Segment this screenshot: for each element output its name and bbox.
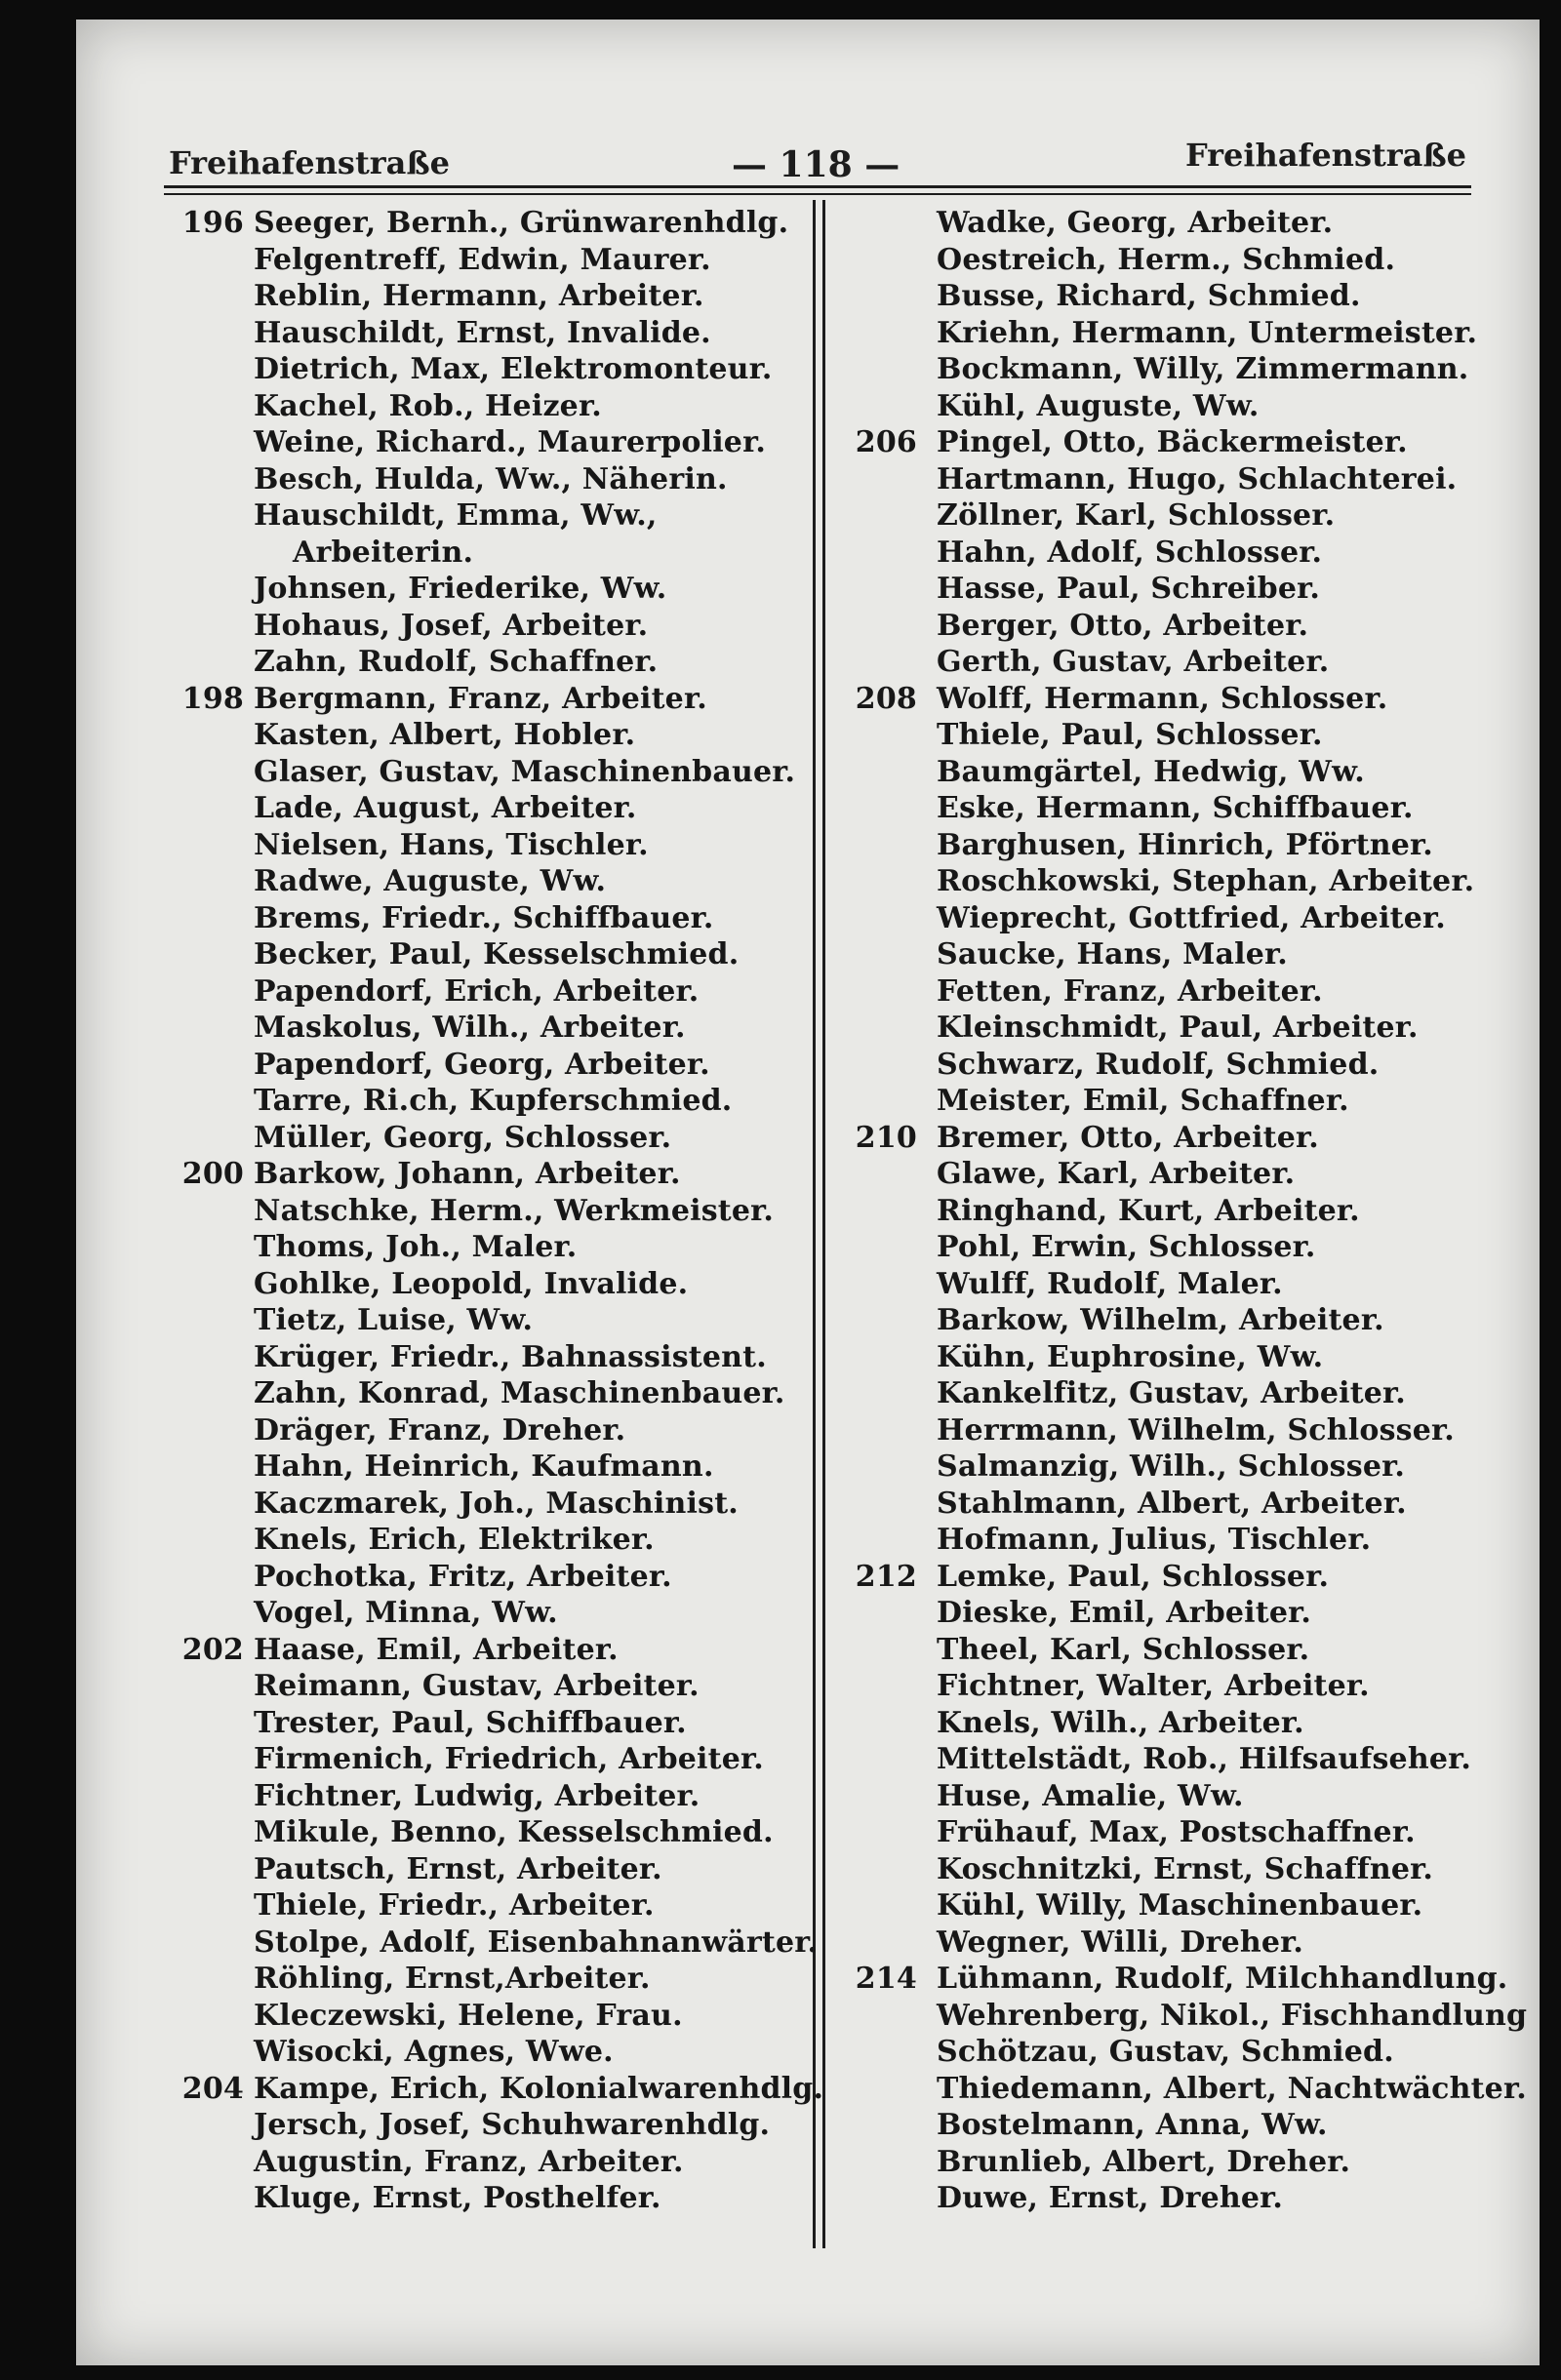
resident-entry: Dräger, Franz, Dreher. [254, 1412, 626, 1448]
list-item [839, 1083, 1502, 1120]
resident-entry: Lemke, Paul, Schlosser. [937, 1559, 1330, 1594]
resident-entry: Zahn, Konrad, Maschinenbauer. [254, 1376, 785, 1410]
list-item [839, 1998, 1528, 2035]
house-number: 210 [855, 1120, 917, 1155]
resident-entry: Kachel, Rob., Heizer. [254, 388, 602, 423]
resident-entry: Krüger, Friedr., Bahnassistent. [254, 1339, 767, 1374]
resident-entry: Hauschildt, Ernst, Invalide. [254, 315, 711, 350]
list-item [839, 315, 1502, 352]
resident-entry: Pochotka, Fritz, Arbeiter. [254, 1559, 672, 1594]
resident-entry: Barkow, Johann, Arbeiter. [254, 1157, 681, 1191]
resident-entry: Seeger, Bernh., Grünwarenhdlg. [254, 206, 789, 240]
resident-entry: Maskolus, Wilh., Arbeiter. [254, 1011, 686, 1045]
resident-entry: Wieprecht, Gottfried, Arbeiter. [937, 900, 1446, 935]
list-item [839, 900, 1502, 937]
resident-entry: Theel, Karl, Schlosser. [937, 1632, 1310, 1667]
list-item [839, 1778, 1502, 1815]
resident-entry: Mittelstädt, Rob., Hilfsaufseher. [937, 1742, 1472, 1776]
list-item [839, 1010, 1502, 1047]
resident-entry: Knels, Erich, Elektriker. [254, 1523, 655, 1557]
resident-entry: Pautsch, Ernst, Arbeiter. [254, 1851, 662, 1886]
list-item [166, 1375, 829, 1412]
resident-entry: Schötzau, Gustav, Schmied. [937, 2035, 1394, 2069]
list-item [166, 388, 829, 425]
resident-entry: Roschkowski, Stephan, Arbeiter. [937, 864, 1475, 898]
resident-entry: Wulff, Rudolf, Maler. [937, 1266, 1283, 1301]
list-item [839, 1339, 1502, 1376]
resident-entry: Zöllner, Karl, Schlosser. [937, 498, 1336, 533]
list-item [166, 827, 829, 864]
list-item [166, 1302, 829, 1339]
resident-entry: Knels, Wilh., Arbeiter. [937, 1705, 1304, 1740]
resident-entry: Stolpe, Adolf, Eisenbahnanwärter. [254, 1924, 819, 1960]
resident-entry: Papendorf, Erich, Arbeiter. [254, 973, 700, 1009]
list-item [166, 497, 829, 535]
list-item [839, 1961, 1508, 1998]
resident-entry: Ringhand, Kurt, Arbeiter. [937, 1193, 1360, 1228]
list-item [839, 827, 1502, 864]
resident-entry: Johnsen, Friederike, Ww. [254, 572, 667, 606]
resident-entry: Thiele, Friedr., Arbeiter. [254, 1888, 655, 1923]
list-item [839, 681, 1502, 718]
list-item [839, 1595, 1502, 1632]
page-number: — 118 — [732, 144, 901, 185]
house-number: 200 [181, 1157, 244, 1191]
resident-entry: Eske, Hermann, Schiffbauer. [937, 791, 1414, 825]
resident-entry: Kluge, Ernst, Posthelfer. [254, 2181, 661, 2215]
list-item [166, 1339, 829, 1376]
header-rule [164, 185, 1471, 188]
list-item [166, 315, 829, 352]
resident-entry: Nielsen, Hans, Tischler. [254, 827, 649, 862]
resident-entry: Hasse, Paul, Schreiber. [937, 572, 1321, 606]
list-item [839, 351, 1502, 388]
list-item [839, 2144, 1502, 2181]
resident-entry: Baumgärtel, Hedwig, Ww. [937, 754, 1365, 789]
list-item [166, 2144, 829, 2181]
resident-entry: Salmanzig, Wilh., Schlosser. [937, 1449, 1406, 1484]
list-item [839, 1887, 1502, 1924]
house-number: 202 [181, 1632, 244, 1667]
resident-entry: Kleczewski, Helene, Frau. [254, 1998, 683, 2033]
list-item [839, 973, 1502, 1011]
resident-entry: Frühauf, Max, Postschaffner. [937, 1815, 1416, 1849]
list-item [839, 1851, 1502, 1888]
resident-entry: Herrmann, Wilhelm, Schlosser. [937, 1412, 1455, 1448]
list-item [166, 717, 829, 754]
resident-entry: Hahn, Adolf, Schlosser. [937, 535, 1323, 570]
list-item [166, 863, 829, 900]
resident-entry: Dietrich, Max, Elektromonteur. [254, 352, 773, 386]
resident-entry: Fichtner, Walter, Arbeiter. [937, 1669, 1370, 1703]
list-item [166, 1559, 829, 1596]
list-item [166, 973, 829, 1011]
list-item [166, 1998, 829, 2035]
list-item [839, 1193, 1502, 1230]
resident-entry: Müller, Georg, Schlosser. [254, 1120, 672, 1155]
list-item [839, 461, 1502, 498]
list-item [166, 1924, 829, 1962]
resident-entry: Wolff, Hermann, Schlosser. [937, 681, 1388, 716]
list-item [839, 1705, 1502, 1742]
list-item [166, 1887, 829, 1924]
list-item [166, 1412, 829, 1449]
list-item [166, 2107, 829, 2144]
list-item [839, 1156, 1502, 1193]
resident-entry: Thoms, Joh., Maler. [254, 1230, 578, 1264]
list-item [166, 2034, 829, 2071]
list-item [166, 1851, 829, 1888]
list-item [839, 497, 1502, 535]
resident-entry: Mikule, Benno, Kesselschmied. [254, 1815, 774, 1849]
resident-entry: Pohl, Erwin, Schlosser. [937, 1230, 1316, 1264]
list-item [839, 1229, 1502, 1266]
resident-entry: Wadke, Georg, Arbeiter. [937, 206, 1334, 240]
directory-page [76, 20, 1540, 2365]
house-number: 208 [855, 681, 917, 716]
list-item [166, 1961, 829, 1998]
list-item [166, 1741, 829, 1778]
resident-entry: Lühmann, Rudolf, Milchhandlung. [937, 1962, 1508, 1996]
list-item [839, 1741, 1502, 1778]
resident-entry: Hahn, Heinrich, Kaufmann. [254, 1449, 714, 1484]
list-item [166, 1193, 829, 1230]
list-item [166, 1595, 829, 1632]
list-item [839, 205, 1502, 242]
resident-entry: Augustin, Franz, Arbeiter. [254, 2144, 684, 2179]
resident-entry: Thiedemann, Albert, Nachtwächter. [937, 2071, 1527, 2106]
house-number: 204 [181, 2071, 244, 2106]
resident-entry: Hofmann, Julius, Tischler. [937, 1523, 1372, 1557]
list-item [839, 1266, 1502, 1303]
list-item [166, 608, 829, 645]
house-number: 198 [181, 681, 244, 716]
resident-entry: Kriehn, Hermann, Untermeister. [937, 315, 1478, 350]
resident-entry: Tarre, Ri.ch, Kupferschmied. [254, 1084, 733, 1118]
list-item [166, 2071, 829, 2108]
list-item [166, 754, 829, 791]
resident-entry: Tietz, Luise, Ww. [254, 1303, 534, 1337]
resident-entry: Wegner, Willi, Dreher. [937, 1924, 1304, 1960]
resident-entry: Koschnitzki, Ernst, Schaffner. [937, 1851, 1434, 1886]
resident-entry: Kühl, Willy, Maschinenbauer. [937, 1888, 1423, 1923]
resident-entry: Firmenich, Friedrich, Arbeiter. [254, 1742, 764, 1776]
list-item [839, 535, 1502, 572]
header-rule-thin [164, 193, 1471, 195]
resident-entry: Radwe, Auguste, Ww. [254, 864, 607, 898]
house-number: 196 [181, 206, 244, 240]
resident-entry: Lade, August, Arbeiter. [254, 791, 637, 825]
list-item [166, 1448, 829, 1486]
list-item [166, 1632, 829, 1669]
list-item [839, 1412, 1502, 1449]
list-item [839, 1559, 1502, 1596]
list-item [839, 1814, 1502, 1851]
resident-entry: Barghusen, Hinrich, Pförtner. [937, 827, 1433, 862]
list-item [839, 936, 1502, 973]
resident-entry: Barkow, Wilhelm, Arbeiter. [937, 1303, 1384, 1337]
resident-entry: Haase, Emil, Arbeiter. [254, 1632, 619, 1667]
list-item [839, 717, 1502, 754]
resident-entry: Hartmann, Hugo, Schlachterei. [937, 461, 1458, 496]
resident-entry: Kleinschmidt, Paul, Arbeiter. [937, 1011, 1419, 1045]
resident-entry: Gerth, Gustav, Arbeiter. [937, 645, 1330, 679]
resident-entry: Reblin, Hermann, Arbeiter. [254, 279, 704, 313]
list-item [839, 1120, 1502, 1157]
list-item [839, 242, 1502, 279]
resident-entry: Brems, Friedr., Schiffbauer. [254, 900, 714, 935]
list-item [166, 1156, 829, 1193]
list-item [166, 1047, 829, 1084]
resident-entry: Besch, Hulda, Ww., Näherin. [254, 461, 728, 496]
resident-entry: Arbeiterin. [293, 535, 474, 570]
list-item [166, 1266, 829, 1303]
resident-entry: Vogel, Minna, Ww. [254, 1596, 558, 1630]
list-item [166, 205, 829, 242]
resident-entry: Brunlieb, Albert, Dreher. [937, 2144, 1351, 2179]
resident-entry: Kühl, Auguste, Ww. [937, 388, 1260, 423]
resident-entry: Bostelmann, Anna, Ww. [937, 2108, 1328, 2142]
resident-entry: Dieske, Emil, Arbeiter. [937, 1596, 1312, 1630]
list-item [166, 1229, 829, 1266]
list-item [166, 278, 829, 315]
list-item [839, 644, 1502, 681]
resident-entry: Bremer, Otto, Arbeiter. [937, 1120, 1319, 1155]
right-column [839, 205, 1528, 2217]
list-item [839, 1924, 1502, 1962]
resident-entry: Papendorf, Georg, Arbeiter. [254, 1047, 710, 1082]
resident-entry: Wehrenberg, Nikol., Fischhandlung [937, 1998, 1528, 2033]
resident-entry: Weine, Richard., Maurerpolier. [254, 425, 766, 459]
list-item [166, 936, 829, 973]
resident-entry: Schwarz, Rudolf, Schmied. [937, 1047, 1380, 1082]
resident-entry: Glawe, Karl, Arbeiter. [937, 1157, 1296, 1191]
left-column [166, 205, 829, 2217]
list-item [166, 1778, 829, 1815]
list-item [166, 644, 829, 681]
resident-entry: Oestreich, Herm., Schmied. [937, 242, 1396, 277]
list-item [166, 242, 829, 279]
resident-entry: Bockmann, Willy, Zimmermann. [937, 352, 1469, 386]
list-item [839, 424, 1502, 461]
resident-entry: Kankelfitz, Gustav, Arbeiter. [937, 1376, 1406, 1410]
list-item [839, 278, 1502, 315]
house-number: 206 [855, 425, 917, 459]
resident-entry: Meister, Emil, Schaffner. [937, 1084, 1349, 1118]
list-item [166, 1486, 829, 1523]
list-item [166, 535, 829, 572]
list-item [839, 1448, 1502, 1486]
list-item [166, 461, 829, 498]
resident-entry: Gohlke, Leopold, Invalide. [254, 1266, 689, 1301]
resident-entry: Huse, Amalie, Ww. [937, 1778, 1244, 1813]
resident-entry: Berger, Otto, Arbeiter. [937, 608, 1309, 643]
list-item [166, 2180, 829, 2217]
list-item [839, 1047, 1502, 1084]
resident-entry: Kaczmarek, Joh., Maschinist. [254, 1486, 739, 1521]
list-item [839, 863, 1502, 900]
resident-entry: Stahlmann, Albert, Arbeiter. [937, 1486, 1407, 1521]
resident-entry: Kühn, Euphrosine, Ww. [937, 1339, 1324, 1374]
list-item [166, 1120, 829, 1157]
list-item [166, 900, 829, 937]
list-item [166, 681, 829, 718]
resident-entry: Zahn, Rudolf, Schaffner. [254, 645, 659, 679]
list-item [839, 790, 1502, 827]
resident-entry: Wisocki, Agnes, Wwe. [254, 2035, 614, 2069]
resident-entry: Hauschildt, Emma, Ww., [254, 498, 658, 533]
resident-entry: Duwe, Ernst, Dreher. [937, 2181, 1284, 2215]
list-item [839, 608, 1502, 645]
list-item [839, 571, 1502, 608]
list-item [166, 1668, 829, 1705]
list-item [839, 2071, 1527, 2108]
list-item [839, 2034, 1502, 2071]
resident-entry: Fichtner, Ludwig, Arbeiter. [254, 1778, 700, 1813]
list-item [166, 1083, 829, 1120]
resident-entry: Natschke, Herm., Werkmeister. [254, 1193, 775, 1228]
resident-entry: Glaser, Gustav, Maschinenbauer. [254, 754, 796, 789]
header-street-left: Freihafenstraße [169, 144, 450, 181]
resident-entry: Busse, Richard, Schmied. [937, 279, 1361, 313]
list-item [839, 1375, 1502, 1412]
house-number: 212 [855, 1559, 917, 1594]
resident-entry: Pingel, Otto, Bäckermeister. [937, 425, 1408, 459]
resident-entry: Hohaus, Josef, Arbeiter. [254, 608, 649, 643]
list-item [839, 1486, 1502, 1523]
list-item [839, 754, 1502, 791]
resident-entry: Felgentreff, Edwin, Maurer. [254, 242, 711, 277]
list-item [166, 424, 829, 461]
list-item [166, 1814, 829, 1851]
list-item [166, 351, 829, 388]
resident-entry: Bergmann, Franz, Arbeiter. [254, 681, 707, 716]
resident-entry: Kampe, Erich, Kolonialwarenhdlg. [254, 2071, 824, 2106]
list-item [839, 1522, 1502, 1559]
resident-entry: Fetten, Franz, Arbeiter. [937, 973, 1323, 1009]
list-item [166, 1010, 829, 1047]
resident-entry: Reimann, Gustav, Arbeiter. [254, 1669, 700, 1703]
resident-entry: Becker, Paul, Kesselschmied. [254, 937, 740, 972]
list-item [839, 1668, 1502, 1705]
list-item [839, 1302, 1502, 1339]
list-item [166, 1522, 829, 1559]
list-item [166, 790, 829, 827]
list-item [839, 388, 1502, 425]
resident-entry: Trester, Paul, Schiffbauer. [254, 1705, 687, 1740]
list-item [839, 2107, 1502, 2144]
list-item [166, 1705, 829, 1742]
house-number: 214 [855, 1962, 917, 1996]
resident-entry: Jersch, Josef, Schuhwarenhdlg. [254, 2108, 771, 2142]
resident-entry: Kasten, Albert, Hobler. [254, 718, 636, 752]
list-item [166, 571, 829, 608]
list-item [839, 2180, 1502, 2217]
resident-entry: Röhling, Ernst,Arbeiter. [254, 1962, 651, 1996]
resident-entry: Saucke, Hans, Maler. [937, 937, 1288, 972]
resident-entry: Thiele, Paul, Schlosser. [937, 718, 1323, 752]
list-item [839, 1632, 1502, 1669]
header-street-right: Freihafenstraße [1185, 137, 1466, 174]
